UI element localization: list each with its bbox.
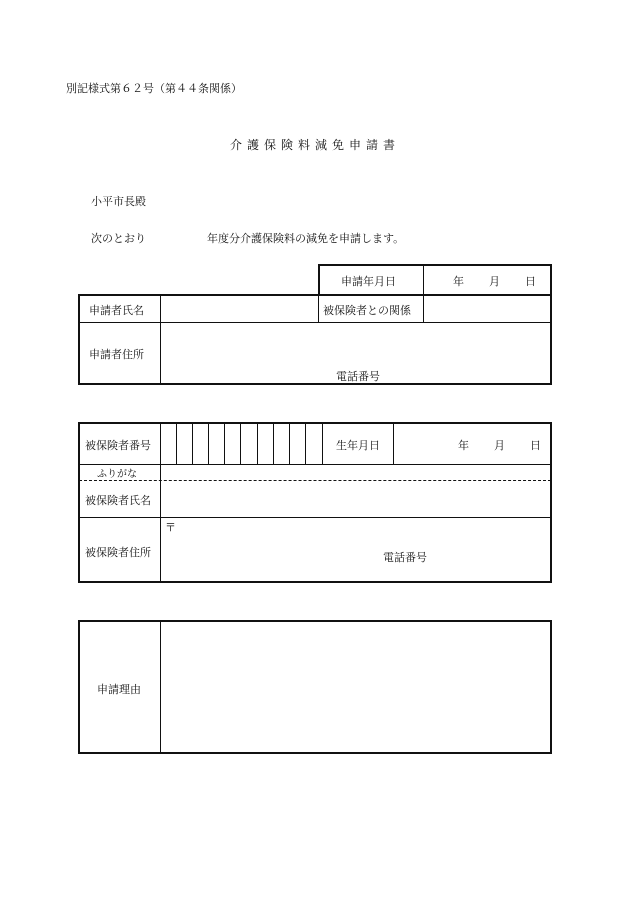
divider bbox=[160, 294, 161, 384]
declaration-prefix: 次のとおり bbox=[91, 232, 146, 245]
divider bbox=[79, 517, 551, 518]
birth-year-label: 年 bbox=[458, 439, 469, 452]
birth-month-label: 月 bbox=[494, 439, 505, 452]
birth-day-label: 日 bbox=[530, 439, 541, 452]
insured-address-label: 被保険者住所 bbox=[85, 546, 151, 559]
applicant-name-label: 申請者氏名 bbox=[89, 304, 144, 317]
insured-number-digit-cell[interactable] bbox=[209, 423, 225, 464]
addressee: 小平市長殿 bbox=[91, 195, 146, 208]
insured-number-field[interactable] bbox=[161, 423, 322, 464]
insured-phone-label: 電話番号 bbox=[383, 551, 427, 564]
divider bbox=[322, 422, 323, 464]
declaration-body: 年度分介護保険料の減免を申請します。 bbox=[207, 232, 405, 245]
insured-number-digit-cell[interactable] bbox=[306, 423, 322, 464]
date-year-label: 年 bbox=[453, 275, 464, 288]
applicant-address-label: 申請者住所 bbox=[89, 348, 144, 361]
insured-number-digit-cell[interactable] bbox=[225, 423, 241, 464]
reason-box bbox=[78, 620, 552, 754]
divider bbox=[79, 464, 551, 465]
birth-date-field[interactable] bbox=[394, 423, 550, 464]
applicant-box bbox=[78, 294, 552, 385]
insured-number-digit-cell[interactable] bbox=[177, 423, 193, 464]
postal-mark-icon: 〒 bbox=[165, 521, 176, 534]
insured-number-digit-cell[interactable] bbox=[274, 423, 290, 464]
page-title: 介護保険料減免申請書 bbox=[229, 138, 400, 152]
application-date-label: 申請年月日 bbox=[341, 275, 396, 288]
divider bbox=[160, 620, 161, 753]
birth-date-label: 生年月日 bbox=[336, 439, 380, 452]
divider bbox=[79, 322, 551, 323]
relation-label: 被保険者との関係 bbox=[323, 304, 411, 317]
divider bbox=[79, 480, 551, 481]
divider bbox=[423, 294, 424, 323]
insured-number-digit-cell[interactable] bbox=[258, 423, 274, 464]
date-day-label: 日 bbox=[525, 275, 536, 288]
insured-number-digit-cell[interactable] bbox=[290, 423, 306, 464]
reason-label: 申請理由 bbox=[97, 683, 141, 696]
furigana-label: ふりがな bbox=[97, 469, 137, 480]
application-date-field[interactable] bbox=[424, 265, 550, 294]
insured-number-digit-cell[interactable] bbox=[161, 423, 177, 464]
insured-number-label: 被保険者番号 bbox=[85, 439, 151, 452]
applicant-phone-label: 電話番号 bbox=[336, 370, 380, 383]
divider bbox=[318, 294, 319, 323]
date-month-label: 月 bbox=[489, 275, 500, 288]
insured-number-digit-cell[interactable] bbox=[193, 423, 209, 464]
insured-name-label: 被保険者氏名 bbox=[85, 494, 151, 507]
form-code: 別記様式第６２号（第４４条関係） bbox=[66, 82, 242, 95]
insured-number-digit-cell[interactable] bbox=[242, 423, 258, 464]
